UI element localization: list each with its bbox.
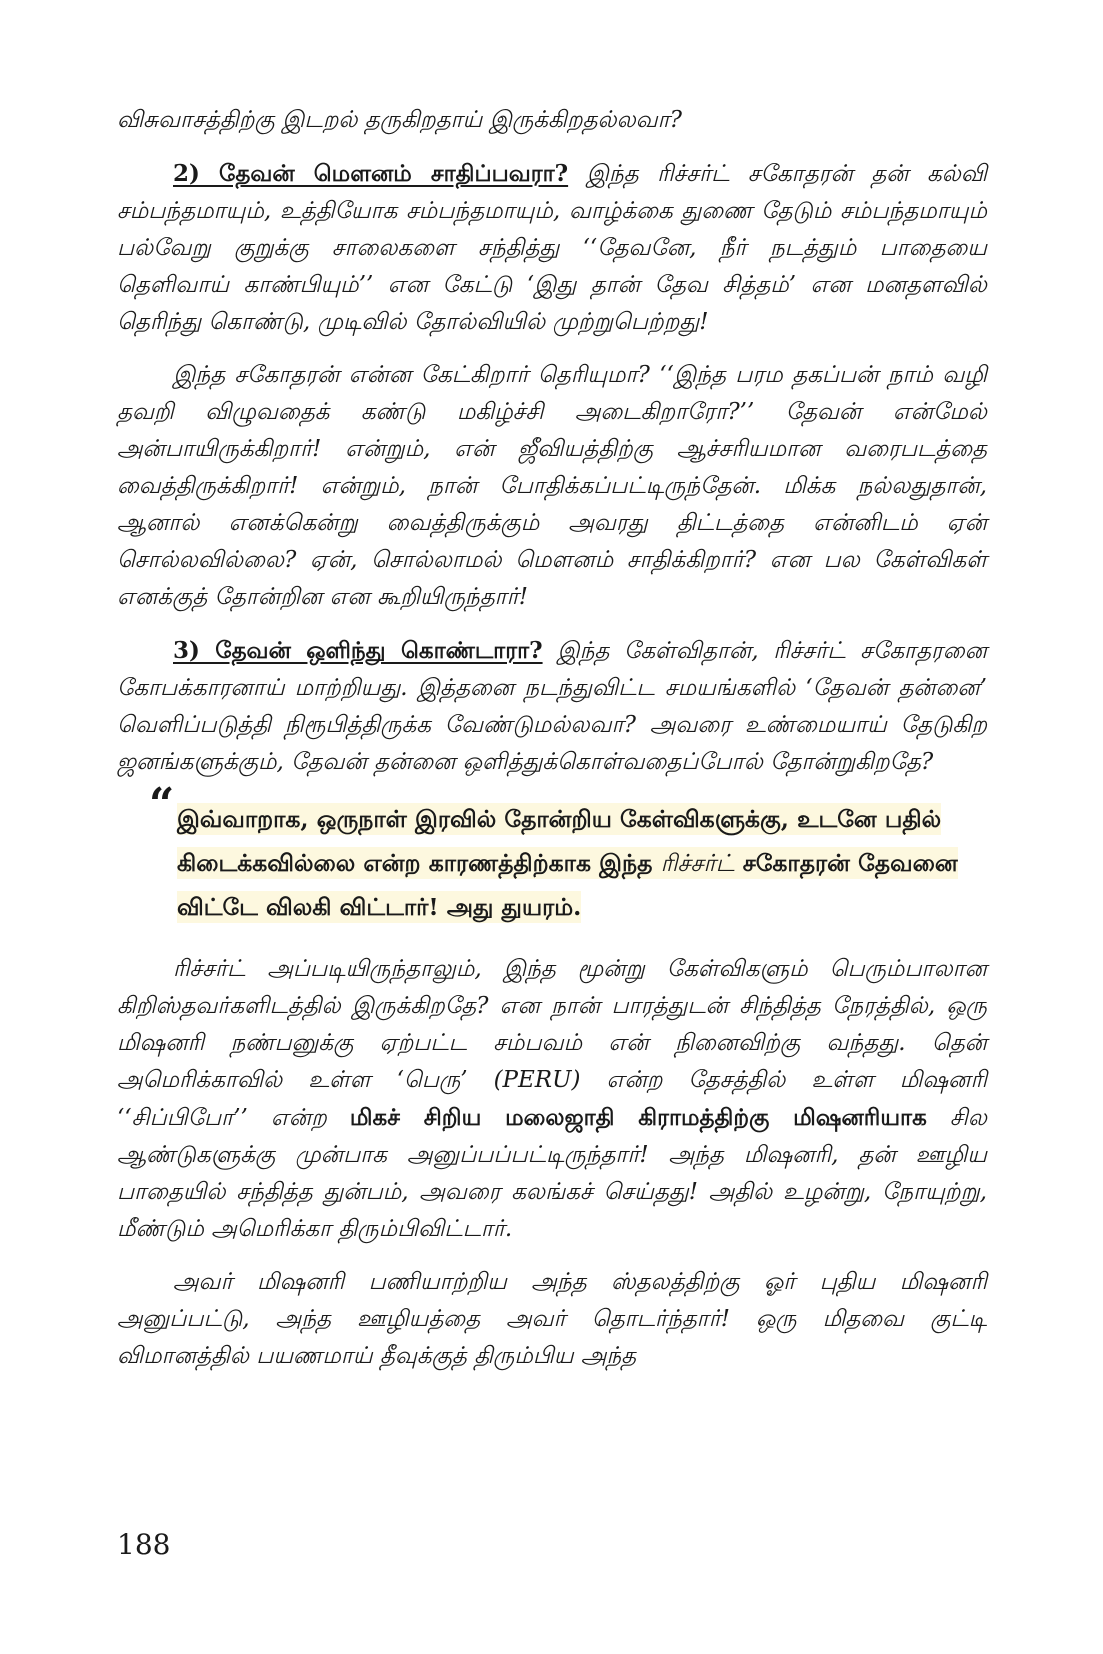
paragraph-1-text-a: இந்த bbox=[568, 161, 658, 187]
quote-mark-icon: “ bbox=[149, 779, 175, 830]
pull-quote-text bbox=[177, 797, 977, 929]
paragraph-2-text: இந்த சகோதரன் என்ன கேட்கிறார் தெரியுமா? ‘‘இந்த பரம தகப்பன் நாம் வழி தவறி விழுவதைக் கண்டு மகிழ்ச்சி அடைகிறாரோ?’’ தேவன் என்மேல் அன்பாயிருக்கிறார்! என்றும், என் ஜீவியத்திற்கு ஆச்சரியமான வரைபடத்தை வைத்திருக்கிறார்! என்றும், நான் போதிக்கப்பட்டிருந்தேன். மிக்க நல்லதுதான், ஆனால் எனக்கென்று வைத்திருக்கும் அவரது திட்டத்தை என்னிடம் ஏன் சொல்லவில்லை? ஏன், சொல்லாமல் மௌனம் சாதிக்கிறார்? என பல கேள்விகள் எனக்குத் தோன்றின என கூறியிருந்தார்! bbox=[117, 362, 987, 610]
pull-quote-highlight bbox=[177, 803, 958, 923]
section-heading-2: 2) தேவன் மௌனம் சாதிப்பவரா? bbox=[173, 160, 569, 187]
paragraph-5-text: அவர் மிஷனரி பணியாற்றிய அந்த ஸ்தலத்திற்கு ஓர் புதிய மிஷனரி அனுப்பட்டு, அந்த ஊழியத்தை அவர் தொடர்ந்தார்! ஒரு மிதவை குட்டி விமானத்தில் பயணமாய் தீவுக்குத் திரும்பிய அந்த bbox=[117, 1269, 987, 1369]
section-heading-3: 3) தேவன் ஒளிந்து கொண்டாரா? bbox=[173, 637, 543, 664]
pull-quote-name: ரிச்சர்ட் bbox=[660, 849, 735, 877]
paragraph-4-village: சிப்பிபோ bbox=[131, 1105, 234, 1131]
paragraph-3-name: ரிச்சர்ட் bbox=[773, 638, 846, 664]
paragraph-3-text-b: சகோதரனை கோபக்காரனாய் மாற்றியது. இத்தனை நடந்துவிட்ட சமயங்களில் ‘தேவன் தன்னை’ வெளிப்படுத்தி நிரூபித்திருக்க வேண்டுமல்லவா? அவரை உண்மையாய் தேடுகிற ஜனங்களுக்கும், தேவன் தன்னை ஒளித்துக்கொள்வதைப்போல் தோன்றுகிறதே? bbox=[117, 638, 987, 775]
paragraph-5 bbox=[117, 1264, 987, 1375]
paragraph-4-text-a: அப்படியிருந்தாலும், இந்த மூன்று கேள்விகளும் பெரும்பாலான கிறிஸ்தவர்களிடத்தில் இருக்கிறதே? என நான் பாரத்துடன் சிந்தித்த நேரத்தில், ஒரு மிஷனரி நண்பனுக்கு ஏற்பட்ட சம்பவம் என் நினைவிற்கு வந்தது. தென் அமெரிக்காவில் உள்ள ‘பெரு’ (PERU) என்ற தேசத்தில் உள்ள மிஷனரி ‘‘ bbox=[117, 956, 987, 1131]
paragraph-3-text-a: இந்த கேள்விதான், bbox=[542, 638, 774, 664]
paragraph-4-name: ரிச்சர்ட் bbox=[173, 956, 246, 982]
paragraph-1-name: ரிச்சர்ட் bbox=[657, 161, 730, 187]
paragraph-0 bbox=[117, 102, 987, 139]
paragraph-0-text: விசுவாசத்திற்கு இடறல் தருகிறதாய் இருக்கிறதல்லவா? bbox=[117, 107, 683, 133]
paragraph-2 bbox=[117, 357, 987, 616]
paragraph-1-text-b: சகோதரன் தன் கல்வி சம்பந்தமாயும், உத்தியோக சம்பந்தமாயும், வாழ்க்கை துணை தேடும் சம்பந்தமாயும் பல்வேறு குறுக்கு சாலைகளை சந்தித்து ‘‘தேவனே, நீர் நடத்தும் பாதையை தெளிவாய் காண்பியும்’’ என கேட்டு ‘இது தான் தேவ சித்தம்’ என மனதளவில் தெரிந்து கொண்டு, முடிவில் தோல்வியில் முற்றுபெற்றது! bbox=[117, 161, 987, 335]
paragraph-4 bbox=[117, 951, 987, 1248]
pull-quote bbox=[149, 779, 977, 929]
paragraph-4-bold: மிகச் சிறிய மலைஜாதி கிராமத்திற்கு மிஷனரியாக bbox=[349, 1104, 927, 1131]
paragraph-4-text-b: ’’ என்ற bbox=[233, 1105, 350, 1131]
pull-quote-text-a: இவ்வாறாக, ஒருநாள் இரவில் தோன்றிய கேள்விகளுக்கு, உடனே பதில் கிடைக்கவில்லை என்ற காரணத்திற்காக இந்த bbox=[177, 805, 942, 877]
paragraph-4-text-c: சில ஆண்டுகளுக்கு முன்பாக அனுப்பப்பட்டிருந்தார்! அந்த மிஷனரி, தன் ஊழிய பாதையில் சந்தித்த துன்பம், அவரை கலங்கச் செய்தது! அதில் உழன்று, நோயுற்று, மீண்டும் அமெரிக்கா திரும்பிவிட்டார். bbox=[117, 1105, 987, 1242]
paragraph-3 bbox=[117, 632, 987, 781]
paragraph-1 bbox=[117, 155, 987, 341]
page-number: 188 bbox=[117, 1528, 171, 1561]
page-body bbox=[117, 102, 987, 1391]
pull-quote-text-b: சகோதரன் தேவனை விட்டே விலகி விட்டார்! அது துயரம். bbox=[177, 849, 958, 921]
